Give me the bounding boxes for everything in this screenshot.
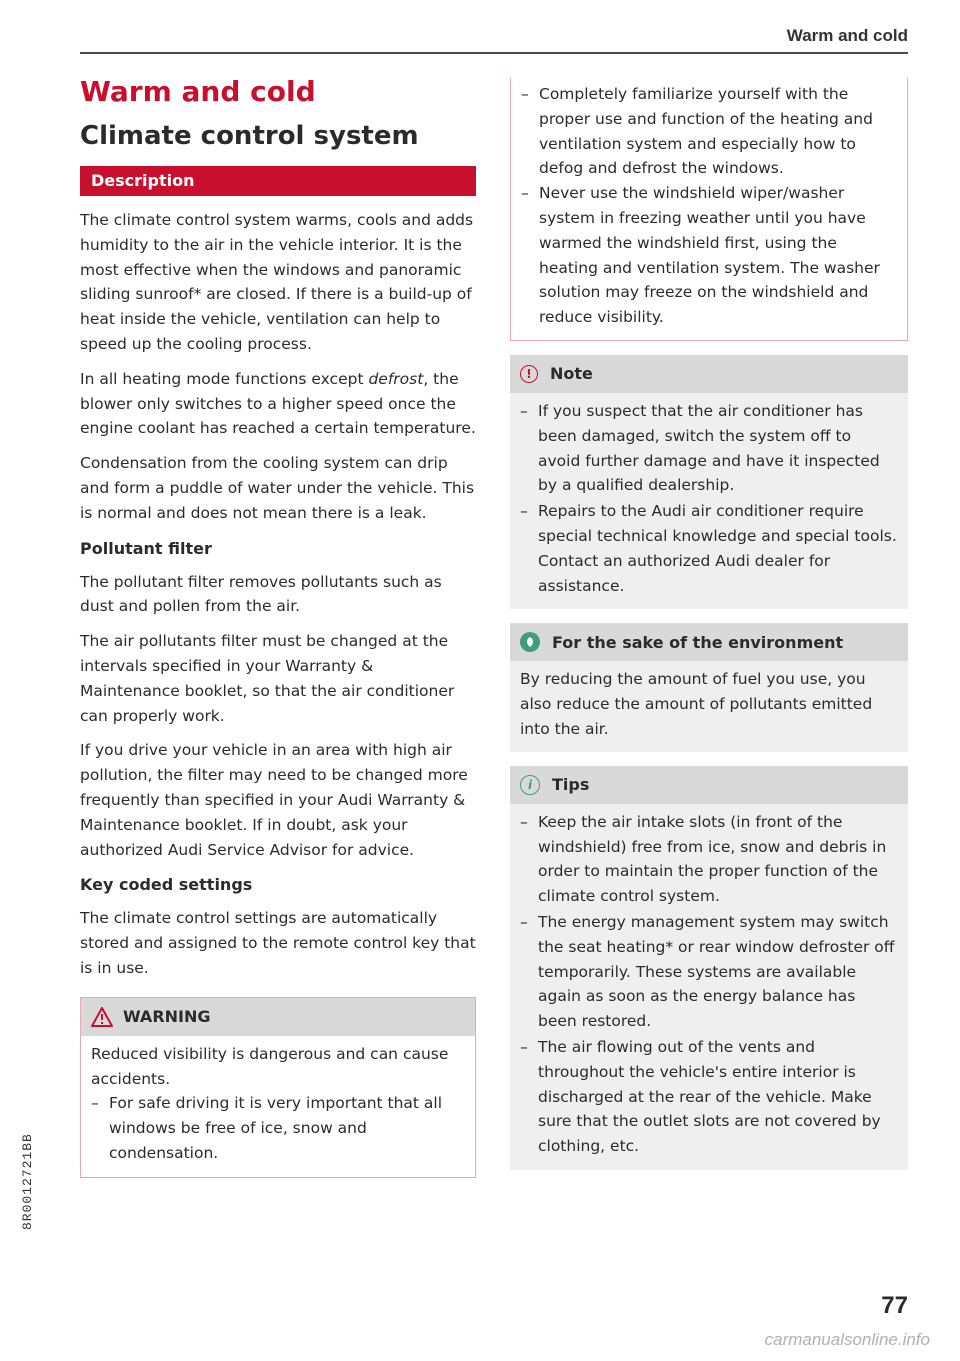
key-coded-heading: Key coded settings [80, 875, 253, 895]
defrost-term: defrost [368, 369, 424, 388]
warning-triangle-icon [91, 1007, 113, 1027]
left-column [80, 70, 476, 1178]
paragraph-pollutant-2: The air pollutants filter must be changed at the intervals specified in your Warranty & Maintenance booklet, so that the air conditioner can properly work. [80, 632, 455, 725]
tips-title: Tips [552, 775, 590, 795]
text-fragment: In all heating mode functions except [80, 369, 369, 388]
environment-body [510, 661, 908, 751]
list-item: – The energy management system may switch the seat heating* or rear window defroster off temporarily. These systems are available again as soon as the energy balance has been restored. [520, 910, 898, 1034]
page-header [80, 26, 908, 54]
note-header [510, 355, 908, 393]
leaf-icon [520, 632, 540, 652]
description-bar: Description [80, 166, 476, 196]
note-body [510, 393, 908, 609]
exclamation-circle-icon: ! [520, 365, 538, 383]
tips-list [520, 810, 898, 1159]
environment-box [510, 623, 908, 751]
list-item: – Repairs to the Audi air conditioner require special technical knowledge and special tools. Contact an authorized Audi dealer for assistance. [520, 499, 898, 598]
list-item: – Keep the air intake slots (in front of the windshield) free from ice, snow and debris in order to maintain the proper function of the climate control system. [520, 810, 898, 909]
warning-box [80, 997, 476, 1178]
note-list [520, 399, 898, 598]
paragraph-heating-mode [80, 367, 476, 441]
paragraph-intro: The climate control system warms, cools and adds humidity to the air in the vehicle interior. It is the most effective when the windows and panoramic sliding sunroof* are closed. If there is a build-up of heat inside the vehicle, ventilation can help to speed up the cooling process. [80, 211, 474, 353]
environment-title: For the sake of the environment [552, 632, 844, 652]
tips-body [510, 804, 908, 1170]
document-code: 8R0012721BB [20, 1133, 35, 1230]
warning-list [91, 1091, 465, 1165]
warning-header [81, 998, 475, 1036]
tips-header [510, 766, 908, 804]
info-icon: i [520, 775, 540, 795]
paragraph-pollutant-3: If you drive your vehicle in an area with high air pollution, the filter may need to be changed more frequently than specified in your Audi Warranty & Maintenance booklet. If in doubt, ask your authorized Audi Service Advisor for advice. [80, 741, 468, 859]
environment-header [510, 623, 908, 661]
right-column [510, 78, 908, 1170]
watermark: carmanualsonline.info [764, 1330, 930, 1349]
pollutant-filter-heading: Pollutant filter [80, 538, 212, 558]
text-fragment: , the blower only switches to a higher speed once the engine coolant has reached a certain temperature. [80, 369, 476, 438]
section-title: Climate control system [80, 121, 419, 151]
warning-body [81, 1036, 475, 1177]
chapter-title: Warm and cold [80, 75, 316, 108]
warning-title: WARNING [123, 1007, 211, 1027]
warning-continued-list [521, 82, 897, 330]
paragraph-pollutant-1: The pollutant filter removes pollutants such as dust and pollen from the air. [80, 572, 442, 616]
warning-continued-box [510, 78, 908, 341]
tips-box [510, 766, 908, 1170]
running-title: Warm and cold [786, 26, 908, 45]
warning-intro: Reduced visibility is dangerous and can cause accidents. [91, 1044, 449, 1088]
environment-text: By reducing the amount of fuel you use, you also reduce the amount of pollutants emitted into the air. [520, 670, 873, 738]
list-item: – If you suspect that the air conditioner has been damaged, switch the system off to avoid further damage and have it inspected by a qualified dealership. [520, 399, 898, 498]
list-item: – Completely familiarize yourself with the proper use and function of the heating and ventilation system and especially how to defog and defrost the windows. [521, 82, 897, 181]
note-box [510, 355, 908, 609]
page-number: 77 [881, 1292, 908, 1319]
list-item: – For safe driving it is very important that all windows be free of ice, snow and condensation. [91, 1091, 465, 1165]
note-title: Note [550, 364, 593, 384]
paragraph-key-coded: The climate control settings are automatically stored and assigned to the remote control key that is in use. [80, 909, 476, 977]
paragraph-condensation: Condensation from the cooling system can drip and form a puddle of water under the vehicle. This is normal and does not mean there is a leak. [80, 454, 475, 522]
list-item: – The air flowing out of the vents and throughout the vehicle's entire interior is discharged at the rear of the vehicle. Make sure that the outlet slots are not covered by clothing, etc. [520, 1035, 898, 1159]
list-item: – Never use the windshield wiper/washer system in freezing weather until you have warmed the windshield first, using the heating and ventilation system. The washer solution may freeze on the windshield and reduce visibility. [521, 181, 897, 330]
